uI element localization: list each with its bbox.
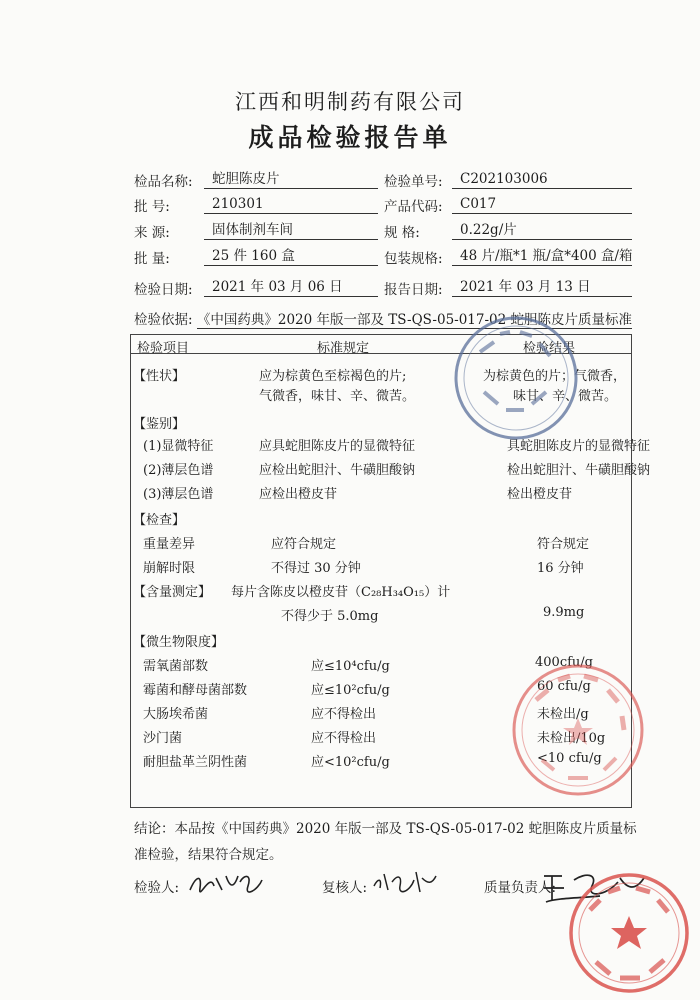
spec-label: 规 格: [384,225,420,241]
table-cell: 符合规定 [537,537,590,552]
table-cell: 具蛇胆陈皮片的显微特征 [507,439,651,454]
product-name-label: 检品名称: [134,174,193,190]
table-cell: (2)薄层色谱 [143,463,214,478]
table-cell: <10 cfu/g [537,751,602,766]
col-item-header: 检验项目 [137,341,190,356]
packaging-label: 包装规格: [384,251,443,267]
source-label: 来 源: [134,225,170,241]
table-cell: 需氧菌部数 [143,659,209,674]
table-cell: (1)显微特征 [143,439,214,454]
table-cell: 未检出/g [537,707,589,722]
reviewer-signature [370,866,440,898]
batch-no-label: 批 号: [134,199,170,215]
properties-result-2: 味甘、辛、微苦。 [513,389,618,404]
section-check: 【检查】 [133,513,186,528]
properties-result-1: 为棕黄色的片；气微香， [483,369,627,384]
section-content: 【含量测定】 [133,585,212,600]
table-cell: 应符合规定 [271,537,337,552]
col-result-header: 检验结果 [523,341,576,356]
report-date-value: 2021 年 03 月 13 日 [452,278,632,297]
source-value: 固体制剂车间 [204,221,378,240]
quality-stamp [566,870,692,996]
content-standard-2: 不得少于 5.0mg [281,609,379,624]
table-cell: 应<10²cfu/g [311,755,390,770]
report-date-label: 报告日期: [384,282,443,298]
product-code-label: 产品代码: [384,199,443,215]
section-identification: 【鉴别】 [133,417,186,432]
test-basis-value: 《中国药典》2020 年版一部及 TS-QS-05-017-02 蛇胆陈皮片质量标准 [196,312,633,328]
table-cell: (3)薄层色谱 [143,487,214,502]
inspector-label: 检验人: [134,880,180,896]
col-standard-header: 标准规定 [317,341,370,356]
test-date-label: 检验日期: [134,282,193,298]
table-cell: 崩解时限 [143,561,196,576]
conclusion-line-1: 结论：本品按《中国药典》2020 年版一部及 TS-QS-05-017-02 蛇胆陈皮片质量标 [134,821,637,837]
table-cell: 60 cfu/g [537,679,591,694]
table-cell: 耐胆盐革兰阴性菌 [143,755,248,770]
table-cell: 应检出蛇胆汁、牛磺胆酸钠 [259,463,416,478]
product-code-value: C017 [452,195,632,214]
spec-value: 0.22g/片 [452,221,632,240]
table-cell: 检出橙皮苷 [507,487,573,502]
table-cell: 沙门菌 [143,731,183,746]
section-properties: 【性状】 [133,369,186,384]
table-cell: 应≤10⁴cfu/g [311,659,390,674]
company-name: 江西和明制药有限公司 [235,90,465,114]
conclusion-line-2: 准检验，结果符合规定。 [134,847,283,863]
table-cell: 不得过 30 分钟 [271,561,361,576]
table-cell: 重量差异 [143,537,196,552]
table-cell: 应检出橙皮苷 [259,487,338,502]
table-cell: 应≤10²cfu/g [311,683,390,698]
table-cell: 霉菌和酵母菌部数 [143,683,248,698]
table-cell: 应不得检出 [311,707,377,722]
company-stamp [508,660,648,800]
section-microbial: 【微生物限度】 [133,635,225,650]
table-cell: 应具蛇胆陈皮片的显微特征 [259,439,416,454]
table-cell: 400cfu/g [535,655,593,670]
batch-no-value: 210301 [204,195,378,214]
qa-label: 质量负责人: [484,880,557,896]
report-title: 成品检验报告单 [248,123,452,152]
table-cell: 大肠埃希菌 [143,707,209,722]
report-no-label: 检验单号: [384,174,443,190]
inspection-stamp [450,312,582,444]
properties-standard-2: 气微香，味甘、辛、微苦。 [259,389,416,404]
content-standard-1: 每片含陈皮以橙皮苷（C₂₈H₃₄O₁₅）计 [231,585,451,600]
table-cell: 应不得检出 [311,731,377,746]
quantity-label: 批 量: [134,251,170,267]
test-basis-label: 检验依据: [134,312,193,328]
test-date-value: 2021 年 03 月 06 日 [204,278,378,297]
conclusion [134,816,654,868]
product-name-value: 蛇胆陈皮片 [204,170,378,189]
inspector-signature [186,868,266,898]
table-cell: 检出蛇胆汁、牛磺胆酸钠 [507,463,651,478]
report-no-value: C202103006 [452,170,632,189]
properties-standard-1: 应为棕黄色至棕褐色的片; [259,369,407,384]
table-cell: 未检出/10g [537,731,606,746]
packaging-value: 48 片/瓶*1 瓶/盒*400 盒/箱 [452,247,632,266]
quantity-value: 25 件 160 盒 [204,247,378,266]
table-cell: 16 分钟 [537,561,584,576]
reviewer-label: 复核人: [322,880,368,896]
content-result: 9.9mg [543,605,585,620]
